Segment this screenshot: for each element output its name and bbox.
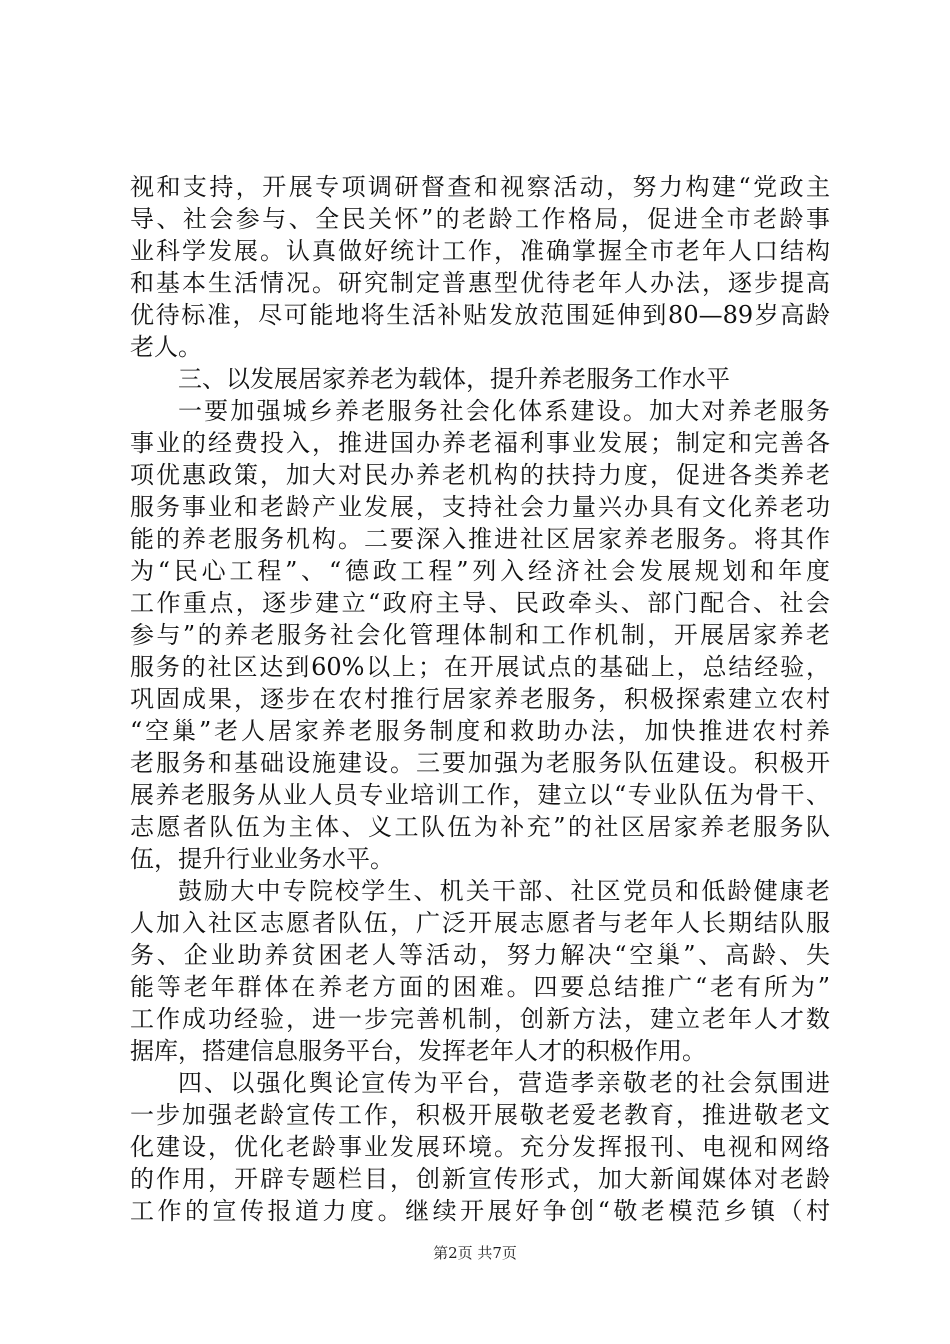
text-line: 参与”的养老服务社会化管理体制和工作机制，开展居家养老 [130, 621, 830, 649]
text-line: 服务事业和老龄产业发展，支持社会力量兴办具有文化养老功 [130, 493, 830, 521]
text-line: 导、社会参与、全民关怀”的老龄工作格局，促进全市老龄事 [130, 205, 830, 233]
text-line: 巩固成果，逐步在农村推行居家养老服务，积极探索建立农村 [130, 685, 830, 713]
text-line: 工作成功经验，进一步完善机制，创新方法，建立老年人才数 [130, 1005, 830, 1033]
text-line: 据库，搭建信息服务平台，发挥老年人才的积极作用。 [130, 1037, 706, 1065]
text-line: 志愿者队伍为主体、义工队伍为补充”的社区居家养老服务队 [130, 813, 830, 841]
text-line: 项优惠政策，加大对民办养老机构的扶持力度，促进各类养老 [130, 461, 830, 489]
text-line: 能的养老服务机构。二要深入推进社区居家养老服务。将其作 [130, 525, 830, 553]
text-line: 化建设，优化老龄事业发展环境。充分发挥报刊、电视和网络 [130, 1133, 830, 1161]
section-heading: 四、以强化舆论宣传为平台，营造孝亲敬老的社会氛围进 [178, 1069, 830, 1097]
text-line: 为“民心工程”、“德政工程”列入经济社会发展规划和年度 [130, 557, 830, 585]
text-line: 视和支持，开展专项调研督查和视察活动，努力构建“党政主 [130, 173, 830, 201]
text-line: 优待标准，尽可能地将生活补贴发放范围延伸到80—89岁高龄 [130, 301, 830, 329]
text-line: 工作的宣传报道力度。继续开展好争创“敬老模范乡镇（村 [130, 1197, 830, 1225]
text-line: 老服务和基础设施建设。三要加强为老服务队伍建设。积极开 [130, 749, 830, 777]
page-number-footer: 第2页 共7页 [433, 1244, 517, 1262]
text-line: 伍，提升行业业务水平。 [130, 845, 394, 873]
text-line: 服务的社区达到60%以上；在开展试点的基础上，总结经验， [130, 653, 830, 681]
text-line: 事业的经费投入，推进国办养老福利事业发展；制定和完善各 [130, 429, 830, 457]
text-line: 业科学发展。认真做好统计工作，准确掌握全市老年人口结构 [130, 237, 830, 265]
text-line: 鼓励大中专院校学生、机关干部、社区党员和低龄健康老 [178, 877, 830, 905]
text-line: 工作重点，逐步建立“政府主导、民政牵头、部门配合、社会 [130, 589, 830, 617]
text-line: 展养老服务从业人员专业培训工作，建立以“专业队伍为骨干、 [130, 781, 830, 809]
text-line: 人加入社区志愿者队伍，广泛开展志愿者与老年人长期结队服 [130, 909, 830, 937]
text-line: 一步加强老龄宣传工作，积极开展敬老爱老教育，推进敬老文 [130, 1101, 830, 1129]
text-line: 老人。 [130, 333, 202, 361]
section-heading: 三、以发展居家养老为载体，提升养老服务工作水平 [178, 365, 730, 393]
text-line: 和基本生活情况。研究制定普惠型优待老年人办法，逐步提高 [130, 269, 830, 297]
text-line: 的作用，开辟专题栏目，创新宣传形式，加大新闻媒体对老龄 [130, 1165, 830, 1193]
text-line: 能等老年群体在养老方面的困难。四要总结推广“老有所为” [130, 973, 830, 1001]
text-line: “空巢”老人居家养老服务制度和救助办法，加快推进农村养 [130, 717, 830, 745]
text-line: 务、企业助养贫困老人等活动，努力解决“空巢”、高龄、失 [130, 941, 830, 969]
text-line: 一要加强城乡养老服务社会化体系建设。加大对养老服务 [178, 397, 830, 425]
